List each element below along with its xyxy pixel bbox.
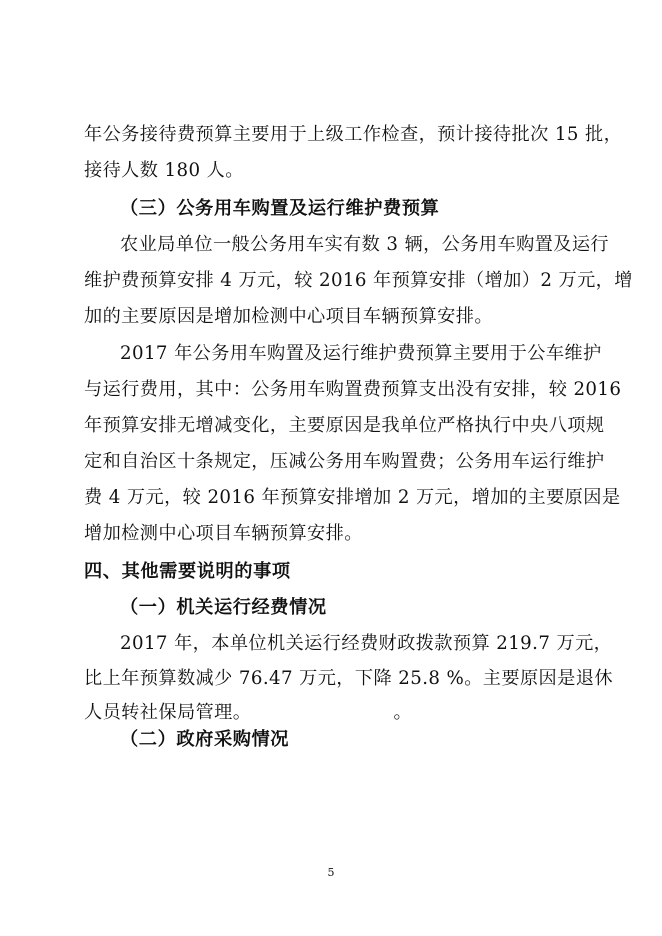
body-text-line: 费 4 万元，较 2016 年预算安排增加 2 万元，增加的主要原因是 bbox=[84, 487, 621, 508]
body-text-line: 2017 年公务用车购置及运行维护费预算主要用于公车维护 bbox=[120, 343, 602, 364]
body-text-line: 加的主要原因是增加检测中心项目车辆预算安排。 bbox=[84, 306, 493, 327]
section-heading: （三）公务用车购置及运行维护费预算 bbox=[120, 198, 440, 219]
body-text-line: 定和自治区十条规定，压减公务用车购置费；公务用车运行维护 bbox=[84, 451, 605, 472]
subsection-heading: （一）机关运行经费情况 bbox=[120, 597, 327, 618]
body-text-line: 年公务接待费预算主要用于上级工作检查，预计接待批次 15 批， bbox=[84, 124, 623, 145]
body-text-line: 增加检测中心项目车辆预算安排。 bbox=[84, 523, 363, 544]
body-text-line: 比上年预算数减少 76.47 万元，下降 25.8 %。主要原因是退休 bbox=[84, 668, 613, 689]
body-text-line: 与运行费用，其中：公务用车购置费预算支出没有安排，较 2016 bbox=[84, 379, 622, 400]
part-heading: 四、其他需要说明的事项 bbox=[84, 561, 291, 582]
body-text-line: 维护费预算安排 4 万元，较 2016 年预算安排（增加）2 万元，增 bbox=[84, 270, 633, 291]
body-text-line: 2017 年，本单位机关运行经费财政拨款预算 219.7 万元， bbox=[120, 633, 613, 654]
body-text-line: 接待人数 180 人。 bbox=[84, 160, 244, 181]
page-number: 5 bbox=[327, 866, 335, 879]
body-text-line: 人员转社保局管理。 。 bbox=[84, 702, 413, 723]
subsection-heading: （二）政府采购情况 bbox=[120, 729, 290, 750]
body-text-line: 年预算安排无增减变化，主要原因是我单位严格执行中央八项规 bbox=[84, 415, 605, 436]
body-text-line: 农业局单位一般公务用车实有数 3 辆，公务用车购置及运行 bbox=[120, 234, 610, 255]
